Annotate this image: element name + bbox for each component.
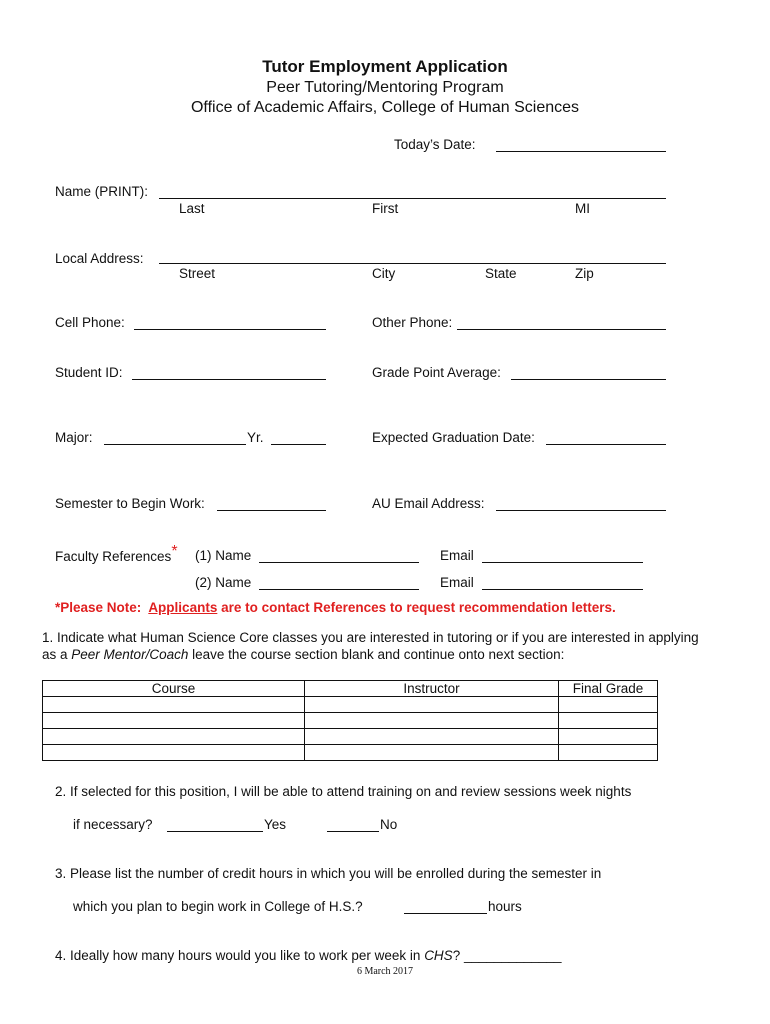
au-email-field[interactable] bbox=[496, 510, 666, 511]
instructor-cell[interactable] bbox=[305, 713, 559, 729]
no-label: No bbox=[380, 817, 398, 832]
course-cell[interactable] bbox=[43, 713, 305, 729]
grade-cell[interactable] bbox=[559, 729, 658, 745]
column-instructor: Instructor bbox=[305, 681, 559, 697]
gpa-label: Grade Point Average: bbox=[372, 365, 501, 380]
address-label: Local Address: bbox=[55, 251, 144, 266]
reference2-name-label: (2) Name bbox=[195, 575, 252, 590]
student-id-label: Student ID: bbox=[55, 365, 123, 380]
question1-line2: as a Peer Mentor/Coach leave the course section blank and continue onto next section: bbox=[42, 647, 565, 662]
references-note: *Please Note: Applicants are to contact References to request recommendation letters. bbox=[55, 600, 616, 615]
gpa-field[interactable] bbox=[511, 379, 666, 380]
address-field[interactable] bbox=[159, 263, 666, 264]
student-id-field[interactable] bbox=[132, 379, 326, 380]
yr-label: Yr. bbox=[247, 430, 264, 445]
table-header-row bbox=[43, 681, 658, 697]
semester-field[interactable] bbox=[217, 510, 326, 511]
graduation-label: Expected Graduation Date: bbox=[372, 430, 535, 445]
question3-line1: 3. Please list the number of credit hours in which you will be enrolled during the semester in bbox=[55, 866, 602, 881]
column-course: Course bbox=[43, 681, 305, 697]
table-row bbox=[43, 713, 658, 729]
reference1-email-field[interactable] bbox=[482, 562, 643, 563]
instructor-cell[interactable] bbox=[305, 697, 559, 713]
credit-hours-field[interactable] bbox=[404, 913, 487, 914]
name-field[interactable] bbox=[159, 198, 666, 199]
grade-cell[interactable] bbox=[559, 745, 658, 761]
cell-phone-field[interactable] bbox=[134, 329, 326, 330]
table-row bbox=[43, 697, 658, 713]
form-title: Tutor Employment Application bbox=[262, 57, 508, 76]
grade-cell[interactable] bbox=[559, 713, 658, 729]
reference1-name-label: (1) Name bbox=[195, 548, 252, 563]
no-field[interactable] bbox=[327, 831, 379, 832]
address-zip-caption: Zip bbox=[575, 266, 594, 281]
question1-line1: 1. Indicate what Human Science Core classes you are interested in tutoring or if you are interested in applying bbox=[42, 630, 699, 645]
course-cell[interactable] bbox=[43, 745, 305, 761]
date-label: Today’s Date: bbox=[394, 137, 476, 152]
address-state-caption: State bbox=[485, 266, 517, 281]
semester-label: Semester to Begin Work: bbox=[55, 496, 205, 511]
question2-line1: 2. If selected for this position, I will be able to attend training on and review sessions week nights bbox=[55, 784, 632, 799]
major-field[interactable] bbox=[104, 444, 246, 445]
grade-cell[interactable] bbox=[559, 697, 658, 713]
question3-line2: which you plan to begin work in College of H.S.? bbox=[73, 899, 363, 914]
graduation-field[interactable] bbox=[546, 444, 666, 445]
cell-phone-label: Cell Phone: bbox=[55, 315, 125, 330]
reference2-name-field[interactable] bbox=[259, 589, 419, 590]
other-phone-label: Other Phone: bbox=[372, 315, 453, 330]
course-cell[interactable] bbox=[43, 697, 305, 713]
name-last-caption: Last bbox=[179, 201, 205, 216]
other-phone-field[interactable] bbox=[457, 329, 666, 330]
au-email-label: AU Email Address: bbox=[372, 496, 485, 511]
hours-label: hours bbox=[488, 899, 522, 914]
table-row bbox=[43, 729, 658, 745]
reference1-name-field[interactable] bbox=[259, 562, 419, 563]
courses-table bbox=[42, 680, 658, 761]
yes-field[interactable] bbox=[167, 831, 263, 832]
faculty-references-label: Faculty References* bbox=[55, 543, 178, 564]
instructor-cell[interactable] bbox=[305, 729, 559, 745]
yes-label: Yes bbox=[264, 817, 287, 832]
reference1-email-label: Email bbox=[440, 548, 474, 563]
question2-line2: if necessary? bbox=[73, 817, 153, 832]
course-cell[interactable] bbox=[43, 729, 305, 745]
name-mi-caption: MI bbox=[575, 201, 590, 216]
reference2-email-field[interactable] bbox=[482, 589, 643, 590]
program-name: Peer Tutoring/Mentoring Program bbox=[266, 79, 504, 96]
column-final-grade: Final Grade bbox=[559, 681, 658, 697]
address-city-caption: City bbox=[372, 266, 396, 281]
instructor-cell[interactable] bbox=[305, 745, 559, 761]
address-street-caption: Street bbox=[179, 266, 216, 281]
major-label: Major: bbox=[55, 430, 93, 445]
name-label: Name (PRINT): bbox=[55, 184, 149, 199]
footer-date: 6 March 2017 bbox=[356, 966, 414, 977]
question4-text: 4. Ideally how many hours would you like to work per week in CHS? _____________ bbox=[55, 948, 562, 963]
reference2-email-label: Email bbox=[440, 575, 474, 590]
table-row bbox=[43, 745, 658, 761]
required-asterisk: * bbox=[171, 543, 178, 560]
name-first-caption: First bbox=[372, 201, 399, 216]
date-field[interactable] bbox=[496, 151, 666, 152]
yr-field[interactable] bbox=[271, 444, 326, 445]
office-name: Office of Academic Affairs, College of Human Sciences bbox=[190, 99, 580, 116]
